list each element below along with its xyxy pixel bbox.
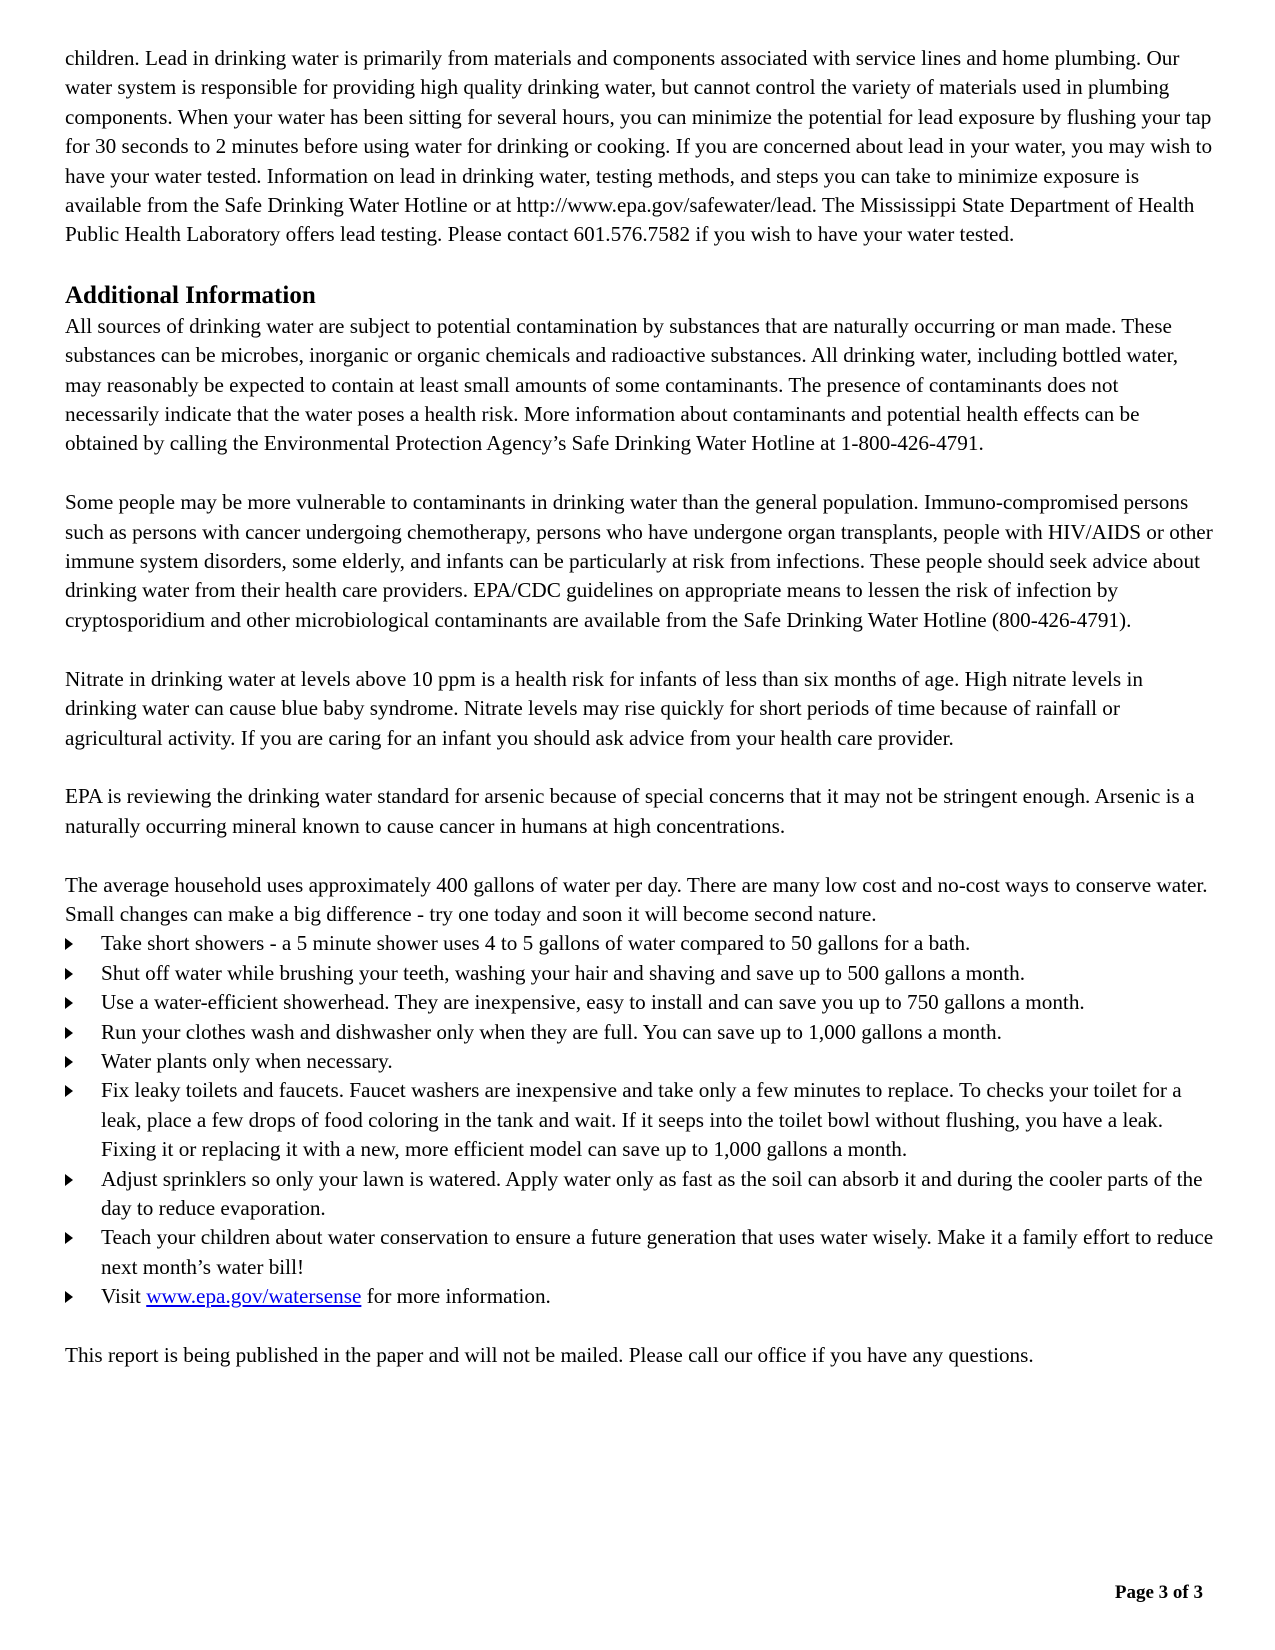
list-item bbox=[65, 959, 1215, 988]
paragraph-contaminants: All sources of drinking water are subject to potential contamination by substances that are naturally occurring or man made. These substances can be microbes, inorganic or organic chemicals and radioactive substances. All drinking water, including bottled water, may reasonably be expected to contain at least small amounts of some contaminants. The presence of contaminants does not necessarily indicate that the water poses a health risk. More information about contaminants and potential health effects can be obtained by calling the Environmental Protection Agency’s Safe Drinking Water Hotline at 1-800-426-4791. bbox=[65, 313, 1179, 456]
tip-text: Use a water-efficient showerhead. They are inexpensive, easy to install and can save you up to 750 gallons a month. bbox=[101, 990, 1085, 1015]
tip-text: Shut off water while brushing your teeth, washing your hair and shaving and save up to 500 gallons a month. bbox=[101, 960, 1026, 985]
list-item bbox=[65, 1047, 1215, 1076]
watersense-link[interactable]: www.epa.gov/watersense bbox=[146, 1284, 362, 1309]
tip-text: Take short showers - a 5 minute shower uses 4 to 5 gallons of water compared to 50 gallons for a bath. bbox=[101, 931, 971, 956]
list-item bbox=[65, 988, 1215, 1017]
paragraph-vulnerable: Some people may be more vulnerable to contaminants in drinking water than the general population. Immuno-compromised persons such as persons with cancer undergoing chemotherapy, persons who have undergone organ transplants, people with HIV/AIDS or other immune system disorders, some elderly, and infants can be particularly at risk from infections. These people should seek advice about drinking water from their health care providers. EPA/CDC guidelines on appropriate means to lessen the risk of infection by cryptosporidium and other microbiological contaminants are available from the Safe Drinking Water Hotline (800-426-4791). bbox=[65, 490, 1213, 632]
visit-prefix: Visit bbox=[101, 1284, 147, 1309]
paragraph-nitrate: Nitrate in drinking water at levels above 10 ppm is a health risk for infants of less than six months of age. High nitrate levels in drinking water can cause blue baby syndrome. Nitrate levels may rise quickly for short periods of time because of rainfall or agricultural activity. If you are caring for an infant you should ask advice from your health care provider. bbox=[65, 666, 1143, 750]
list-item bbox=[65, 1282, 1215, 1311]
document-page bbox=[65, 44, 1215, 1370]
visit-suffix: for more information. bbox=[361, 1284, 551, 1309]
list-item bbox=[65, 1223, 1215, 1282]
bullet-arrow-icon bbox=[65, 938, 73, 950]
list-item bbox=[65, 1018, 1215, 1047]
tip-text: Teach your children about water conservation to ensure a future generation that uses water wisely. Make it a family effort to reduce next month’s water bill! bbox=[101, 1225, 1214, 1279]
list-item bbox=[65, 1165, 1215, 1224]
section-heading: Additional Information bbox=[65, 281, 316, 309]
tip-text: Fix leaky toilets and faucets. Faucet washers are inexpensive and take only a few minutes to replace. To checks your toilet for a leak, place a few drops of food coloring in the tank and wait. If it seeps into the toilet bowl without flushing, you have a leak. Fixing it or replacing it with a new, more efficient model can save up to 1,000 gallons a month. bbox=[101, 1078, 1182, 1162]
paragraph-conservation: The average household uses approximately 400 gallons of water per day. There are many low cost and no-cost ways to conserve water. Small changes can make a big difference - try one today and soon it will become second nature. bbox=[65, 872, 1208, 926]
list-item bbox=[65, 929, 1215, 958]
bullet-arrow-icon bbox=[65, 1174, 73, 1186]
tip-text: Adjust sprinklers so only your lawn is watered. Apply water only as fast as the soil can absorb it and during the cooler parts of the day to reduce evaporation. bbox=[101, 1166, 1203, 1220]
paragraph-arsenic: EPA is reviewing the drinking water standard for arsenic because of special concerns that it may not be stringent enough. Arsenic is a naturally occurring mineral known to cause cancer in humans at high concentrations. bbox=[65, 784, 1195, 838]
closing-paragraph: This report is being published in the paper and will not be mailed. Please call our office if you have any questions. bbox=[65, 1342, 1034, 1367]
bullet-arrow-icon bbox=[65, 968, 73, 980]
tip-text: Water plants only when necessary. bbox=[101, 1048, 393, 1073]
lead-paragraph: children. Lead in drinking water is primarily from materials and components associated with service lines and home plumbing. Our water system is responsible for providing high quality drinking water, but cannot control the variety of materials used in plumbing components. When your water has been sitting for several hours, you can minimize the potential for lead exposure by flushing your tap for 30 seconds to 2 minutes before using water for drinking or cooking. If you are concerned about lead in your water, you may wish to have your water tested. Information on lead in drinking water, testing methods, and steps you can take to minimize exposure is available from the Safe Drinking Water Hotline or at http://www.epa.gov/safewater/lead. The Mississippi State Department of Health Public Health Laboratory offers lead testing. Please contact 601.576.7582 if you wish to have your water tested. bbox=[65, 46, 1213, 247]
bullet-arrow-icon bbox=[65, 1291, 73, 1303]
bullet-arrow-icon bbox=[65, 997, 73, 1009]
bullet-arrow-icon bbox=[65, 1085, 73, 1097]
bullet-arrow-icon bbox=[65, 1056, 73, 1068]
list-item bbox=[65, 1076, 1215, 1164]
conservation-tips-list bbox=[65, 929, 1215, 1311]
page-number: Page 3 of 3 bbox=[1114, 1582, 1203, 1603]
tip-text: Run your clothes wash and dishwasher only when they are full. You can save up to 1,000 gallons a month. bbox=[101, 1019, 1002, 1044]
bullet-arrow-icon bbox=[65, 1232, 73, 1244]
bullet-arrow-icon bbox=[65, 1027, 73, 1039]
